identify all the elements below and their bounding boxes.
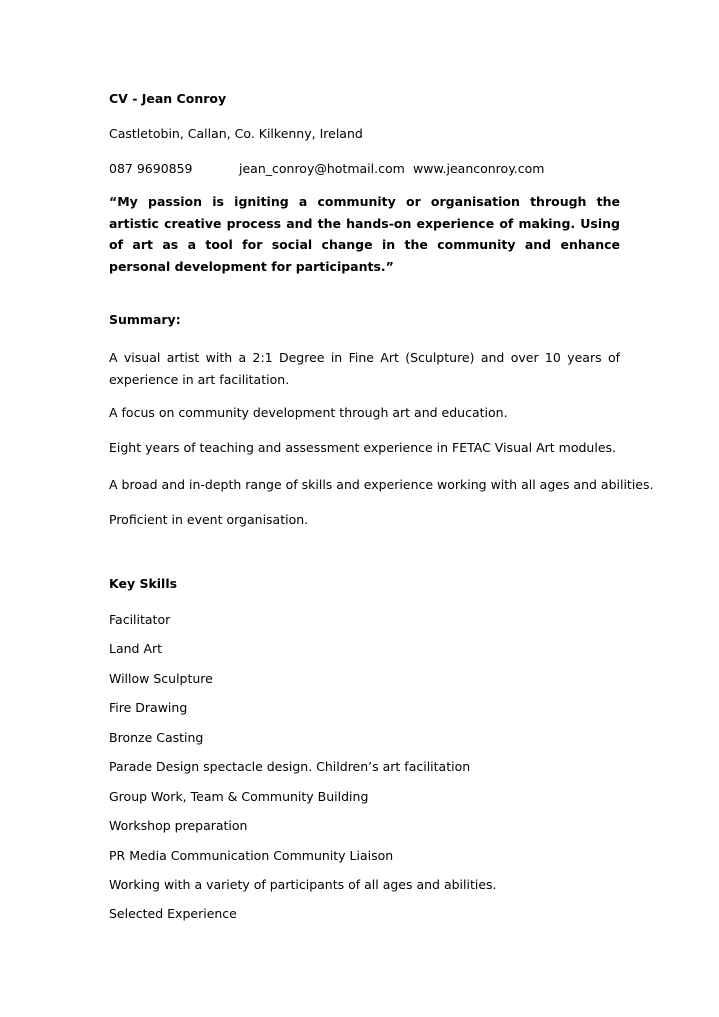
summary-paragraph: A visual artist with a 2:1 Degree in Fine Art (Sculpture) and over 10 years of experience in art facilitation. xyxy=(109,350,620,387)
summary-paragraph: Proficient in event organisation. xyxy=(109,512,309,527)
summary-paragraph: A focus on community development through art and education. xyxy=(109,405,508,420)
email-address: jean_conroy@hotmail.com xyxy=(239,161,405,176)
skill-item: Facilitator xyxy=(109,612,171,627)
summary-heading: Summary: xyxy=(109,312,181,327)
personal-statement: “My passion is igniting a community or organisation through the artistic creative process and the hands-on experience of making. Using of art as a tool for social change in the community and enhance personal development for participants.” xyxy=(109,194,620,274)
skill-item: Fire Drawing xyxy=(109,700,188,715)
summary-paragraph: A broad and in-depth range of skills and experience working with all ages and abilities. xyxy=(109,477,654,492)
skill-item: Selected Experience xyxy=(109,906,237,921)
skill-item: Willow Sculpture xyxy=(109,671,213,686)
summary-paragraph: Eight years of teaching and assessment experience in FETAC Visual Art modules. xyxy=(109,440,616,455)
skill-item: Parade Design spectacle design. Children’s art facilitation xyxy=(109,759,471,774)
skill-item: PR Media Communication Community Liaison xyxy=(109,848,394,863)
skill-item: Bronze Casting xyxy=(109,730,204,745)
skill-item: Group Work, Team & Community Building xyxy=(109,789,369,804)
skill-item: Workshop preparation xyxy=(109,818,248,833)
skill-item: Working with a variety of participants of all ages and abilities. xyxy=(109,877,497,892)
address: Castletobin, Callan, Co. Kilkenny, Ireland xyxy=(109,126,363,141)
cv-title: CV - Jean Conroy xyxy=(109,91,227,106)
website-link: www.jeanconroy.com xyxy=(413,161,545,176)
phone-number: 087 9690859 xyxy=(109,161,193,176)
key-skills-heading: Key Skills xyxy=(109,576,178,591)
skill-item: Land Art xyxy=(109,641,163,656)
